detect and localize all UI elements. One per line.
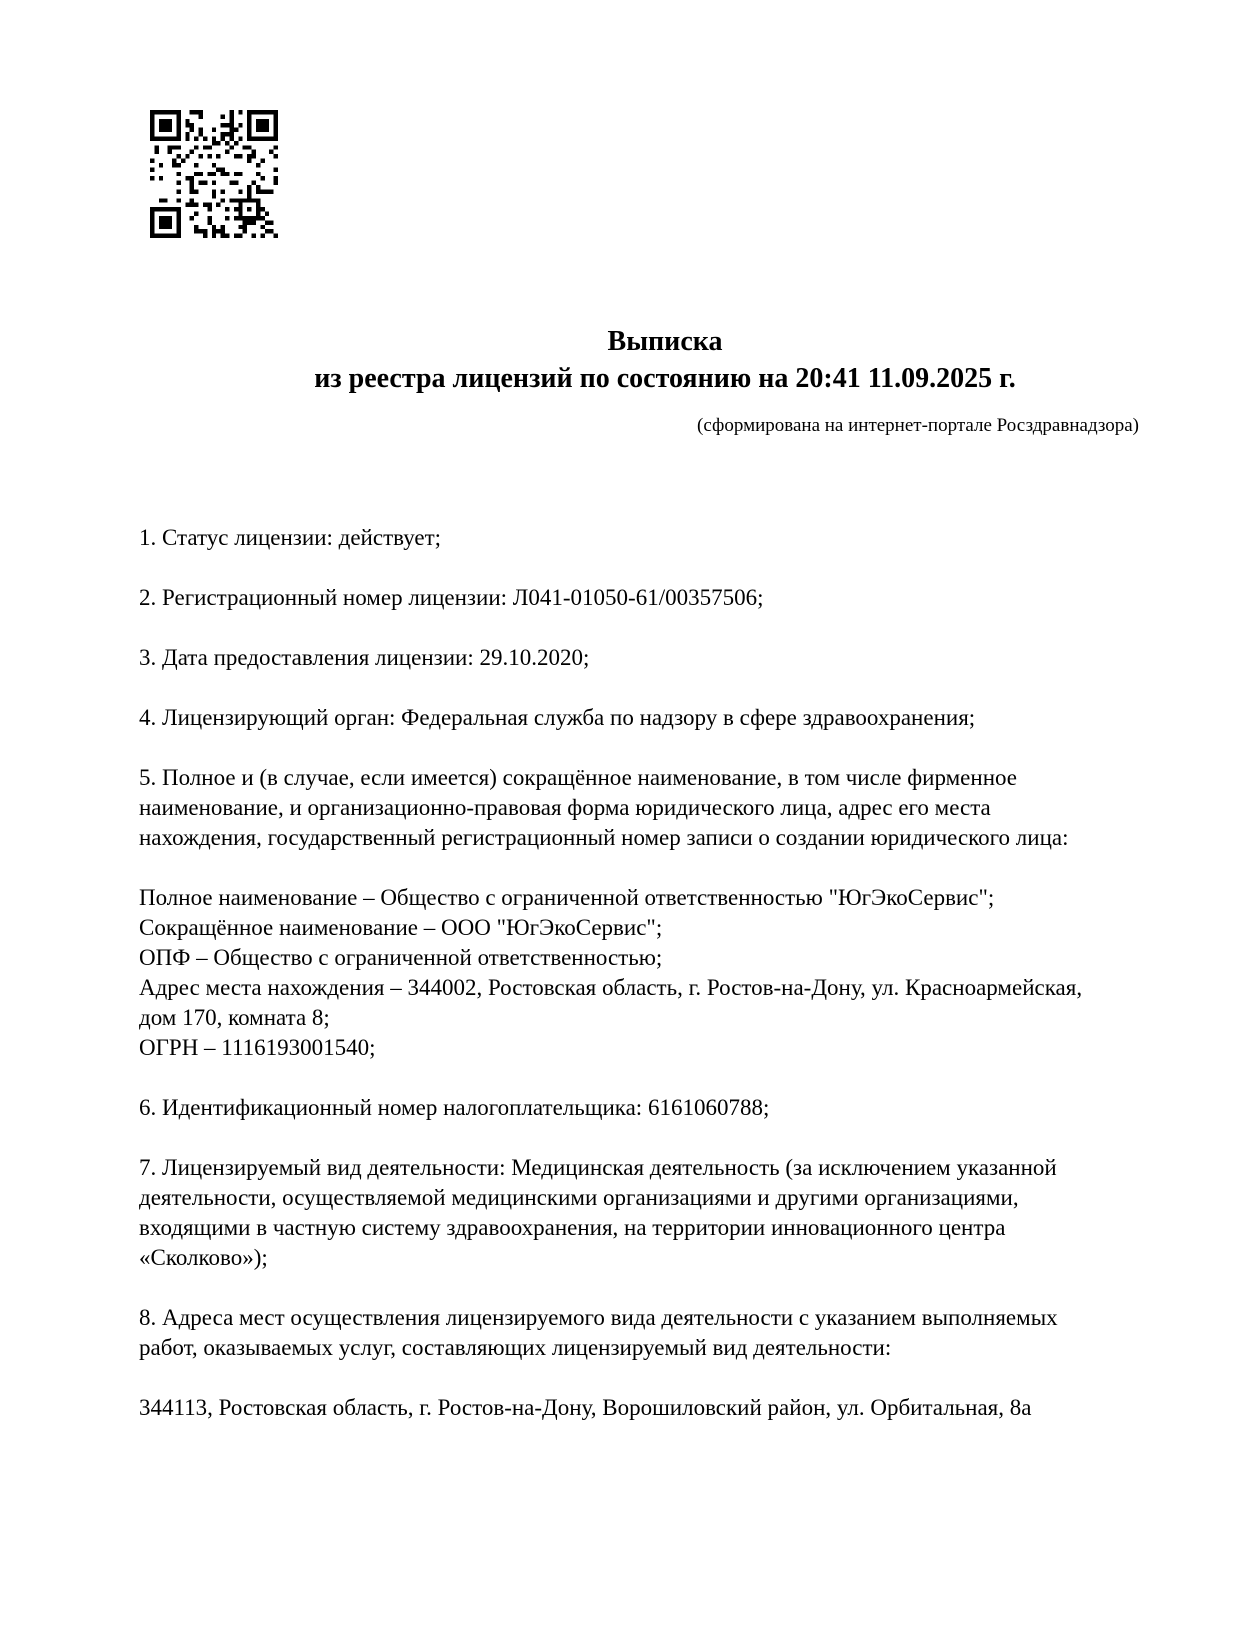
text-line: наименование, и организационно-правовая форма юридического лица, адрес его места: [139, 795, 991, 820]
text-line: Полное наименование – Общество с ограниченной ответственностью "ЮгЭкоСервис";: [139, 885, 995, 910]
paragraph: [139, 523, 1159, 553]
title-line-1: Выписка: [607, 326, 723, 357]
paragraph: [139, 583, 1159, 613]
text-line: нахождения, государственный регистрационный номер записи о создании юридического лица:: [139, 825, 1069, 850]
text-line: 6. Идентификационный номер налогоплательщика: 6161060788;: [139, 1095, 770, 1120]
document-subtitle: (сформирована на интернет-портале Росздравнадзора): [697, 415, 1139, 436]
paragraph: [139, 943, 1159, 973]
paragraph: [139, 883, 1159, 913]
text-line: 5. Полное и (в случае, если имеется) сокращённое наименование, в том числе фирменное: [139, 765, 1017, 790]
text-line: входящими в частную систему здравоохранения, на территории инновационного центра: [139, 1215, 1006, 1240]
paragraph: [139, 1393, 1159, 1423]
text-line: ОГРН – 1116193001540;: [139, 1035, 376, 1060]
paragraph: [139, 1153, 1159, 1273]
text-line: «Сколково»);: [139, 1245, 268, 1270]
paragraph: [139, 703, 1159, 733]
paragraph: [139, 913, 1159, 943]
paragraph: [139, 973, 1159, 1033]
paragraph: [139, 1093, 1159, 1123]
text-line: 7. Лицензируемый вид деятельности: Медицинская деятельность (за исключением указанной: [139, 1155, 1057, 1180]
text-line: работ, оказываемых услуг, составляющих лицензируемый вид деятельности:: [139, 1335, 892, 1360]
title-line-2: из реестра лицензий по состоянию на 20:41 11.09.2025 г.: [314, 363, 1016, 394]
text-line: 3. Дата предоставления лицензии: 29.10.2020;: [139, 645, 590, 670]
document-body: [139, 523, 1159, 1423]
text-line: 344113, Ростовская область, г. Ростов-на-Дону, Ворошиловский район, ул. Орбитальная, 8а: [139, 1395, 1032, 1420]
text-line: Сокращённое наименование – ООО "ЮгЭкоСервис";: [139, 915, 663, 940]
text-line: 4. Лицензирующий орган: Федеральная служба по надзору в сфере здравоохранения;: [139, 705, 976, 730]
text-line: ОПФ – Общество с ограниченной ответственностью;: [139, 945, 663, 970]
qr-code: [150, 110, 278, 238]
text-line: 8. Адреса мест осуществления лицензируемого вида деятельности с указанием выполняемых: [139, 1305, 1058, 1330]
text-line: 1. Статус лицензии: действует;: [139, 525, 442, 550]
paragraph: [139, 763, 1159, 853]
document-title: [139, 323, 1159, 397]
text-line: дом 170, комната 8;: [139, 1005, 330, 1030]
paragraph: [139, 643, 1159, 673]
paragraph: [139, 1033, 1159, 1063]
text-line: Адрес места нахождения – 344002, Ростовская область, г. Ростов-на-Дону, ул. Красноармейская,: [139, 975, 1083, 1000]
paragraph: [139, 1303, 1159, 1363]
text-line: деятельности, осуществляемой медицинскими организациями и другими организациями,: [139, 1185, 1019, 1210]
text-line: 2. Регистрационный номер лицензии: Л041-01050-61/00357506;: [139, 585, 764, 610]
